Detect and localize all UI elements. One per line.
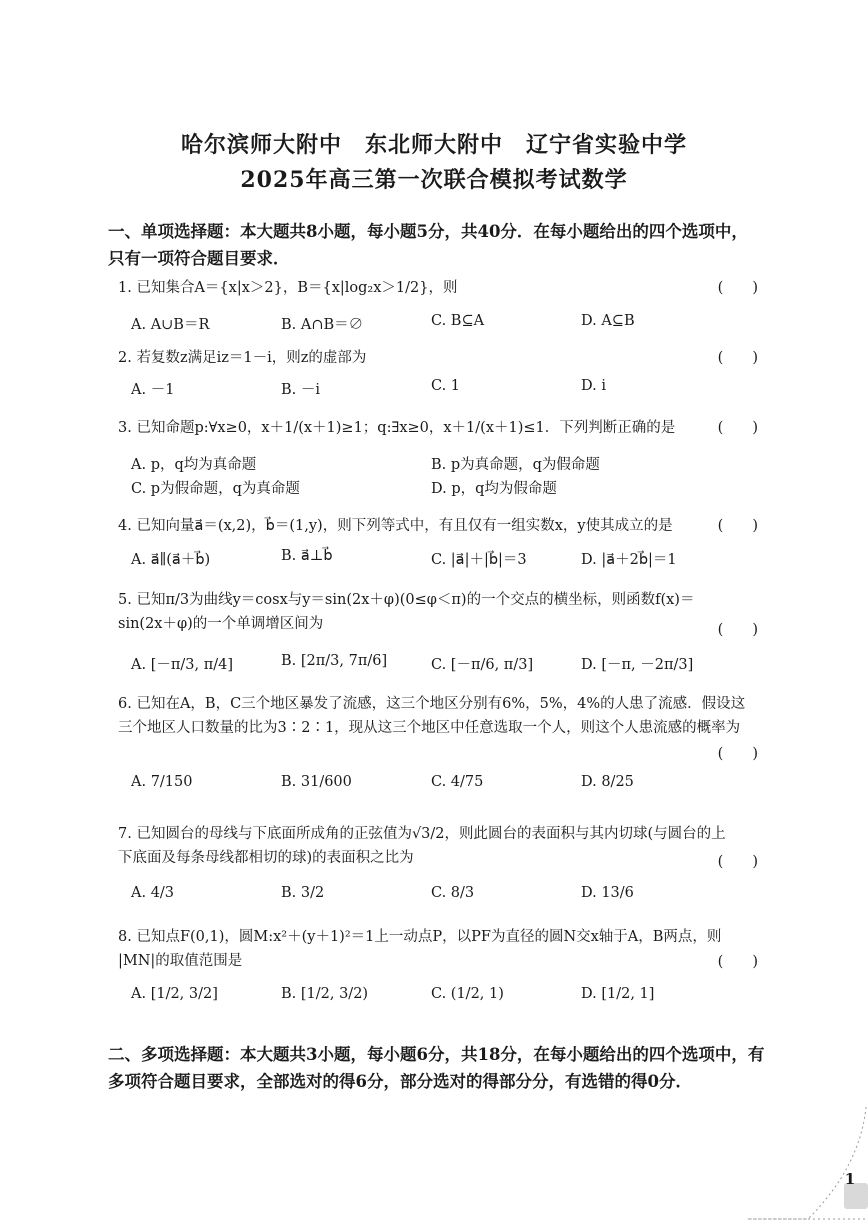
option-c: C. 4/75 (431, 774, 484, 790)
option-c: C. B⊆A (431, 313, 485, 329)
question-7-stem (118, 822, 758, 870)
option-d: D. A⊆B (581, 313, 635, 329)
option-d: D. |a⃗＋2b⃗|＝1 (581, 552, 677, 568)
section2-heading-line2: 多项符合题目要求，全部选对的得6分，部分选对的得部分分，有选错的得0分． (108, 1072, 692, 1091)
question-6-stem (118, 692, 758, 740)
question-2-stem: 2. 若复数z满足iz＝1－i，则z的虚部为 (118, 350, 367, 366)
question-5-stem-line1: 5. 已知π/3为曲线y＝cosx与y＝sin(2x＋φ)(0≤φ＜π)的一个交点的横坐标，则函数f(x)＝ (118, 592, 695, 608)
answer-paren-3: ( ) (717, 420, 758, 436)
option-d: D. [－π, －2π/3] (581, 657, 694, 673)
question-8-stem-line2: |MN|的取值范围是 (118, 953, 243, 969)
schools-title: 哈尔滨师大附中 东北师大附中 辽宁省实验中学 (180, 132, 687, 158)
answer-paren-5: ( ) (717, 622, 758, 638)
option-c: C. 1 (431, 378, 461, 394)
option-a: A. a⃗∥(a⃗＋b⃗) (131, 552, 211, 568)
question-8-stem (118, 925, 758, 973)
option-b: B. A∩B＝∅ (281, 317, 364, 333)
question-5-stem (118, 588, 758, 636)
answer-paren-1: ( ) (717, 280, 758, 296)
option-a: A. 4/3 (131, 885, 175, 901)
option-a: A. 7/150 (131, 774, 193, 790)
option-c: C. 8/3 (431, 885, 475, 901)
section1-heading (108, 218, 768, 272)
option-d: D. i (581, 378, 606, 394)
option-c: C. [－π/6, π/3] (431, 657, 534, 673)
section2-heading (108, 1041, 768, 1095)
option-b: B. [2π/3, 7π/6] (281, 653, 388, 669)
option-d: D. p，q均为假命题 (431, 481, 557, 497)
section1-heading-line2: 只有一项符合题目要求． (108, 249, 290, 268)
option-c: C. p为假命题，q为真命题 (131, 481, 300, 497)
answer-paren-6: ( ) (717, 746, 758, 762)
question-5-stem-line2: sin(2x＋φ)的一个单调增区间为 (118, 616, 324, 632)
page-corner-decoration (748, 1107, 868, 1227)
section2-heading-line1: 二、多项选择题：本大题共3小题，每小题6分，共18分，在每小题给出的四个选项中，有 (108, 1045, 765, 1064)
question-7-stem-line1: 7. 已知圆台的母线与下底面所成角的正弦值为√3/2，则此圆台的表面积与其内切球(与圆台的上 (118, 826, 726, 842)
answer-paren-8: ( ) (717, 954, 758, 970)
option-c: C. (1/2, 1) (431, 986, 504, 1002)
question-6-stem-line1: 6. 已知在A，B，C三个地区暴发了流感，这三个地区分别有6%，5%，4%的人患了流感．假设这 (118, 696, 746, 712)
exam-title: 2025年高三第一次联合模拟考试数学 (240, 167, 628, 193)
option-b: B. 3/2 (281, 885, 325, 901)
option-b: B. －i (281, 382, 321, 398)
option-a: A. p，q均为真命题 (131, 457, 257, 473)
option-a: A. [－π/3, π/4] (131, 657, 234, 673)
page-number: 1 (844, 1170, 856, 1188)
question-6-stem-line2: 三个地区人口数量的比为3∶2∶1，现从这三个地区中任意选取一个人，则这个人患流感的概率为 (118, 720, 741, 736)
option-b: B. p为真命题，q为假命题 (431, 457, 600, 473)
option-b: B. [1/2, 3/2) (281, 986, 369, 1002)
section1-heading-line1: 一、单项选择题：本大题共8小题，每小题5分，共40分．在每小题给出的四个选项中， (108, 222, 748, 241)
option-c: C. |a⃗|＋|b⃗|＝3 (431, 552, 527, 568)
answer-paren-2: ( ) (717, 350, 758, 366)
option-d: D. [1/2, 1] (581, 986, 655, 1002)
option-b: B. a⃗⊥b⃗ (281, 548, 333, 564)
option-a: A. [1/2, 3/2] (131, 986, 218, 1002)
answer-paren-4: ( ) (717, 518, 758, 534)
question-3-stem: 3. 已知命题p:∀x≥0，x＋1/(x＋1)≥1；q:∃x≥0，x＋1/(x＋1)≤1．下列判断正确的是 (118, 420, 676, 436)
option-a: A. A∪B＝R (131, 317, 210, 333)
question-8-stem-line1: 8. 已知点F(0,1)，圆M:x²＋(y＋1)²＝1上一动点P，以PF为直径的圆N交x轴于A，B两点，则 (118, 929, 722, 945)
question-1-stem: 1. 已知集合A＝{x|x＞2}，B＝{x|log₂x＞1/2}，则 (118, 280, 458, 296)
question-4-stem: 4. 已知向量a⃗＝(x,2)，b⃗＝(1,y)，则下列等式中，有且仅有一组实数x，y使其成立的是 (118, 518, 673, 534)
question-7-stem-line2: 下底面及每条母线都相切的球)的表面积之比为 (118, 850, 414, 866)
option-b: B. 31/600 (281, 774, 352, 790)
option-d: D. 8/25 (581, 774, 634, 790)
option-a: A. －1 (131, 382, 175, 398)
answer-paren-7: ( ) (717, 854, 758, 870)
option-d: D. 13/6 (581, 885, 634, 901)
